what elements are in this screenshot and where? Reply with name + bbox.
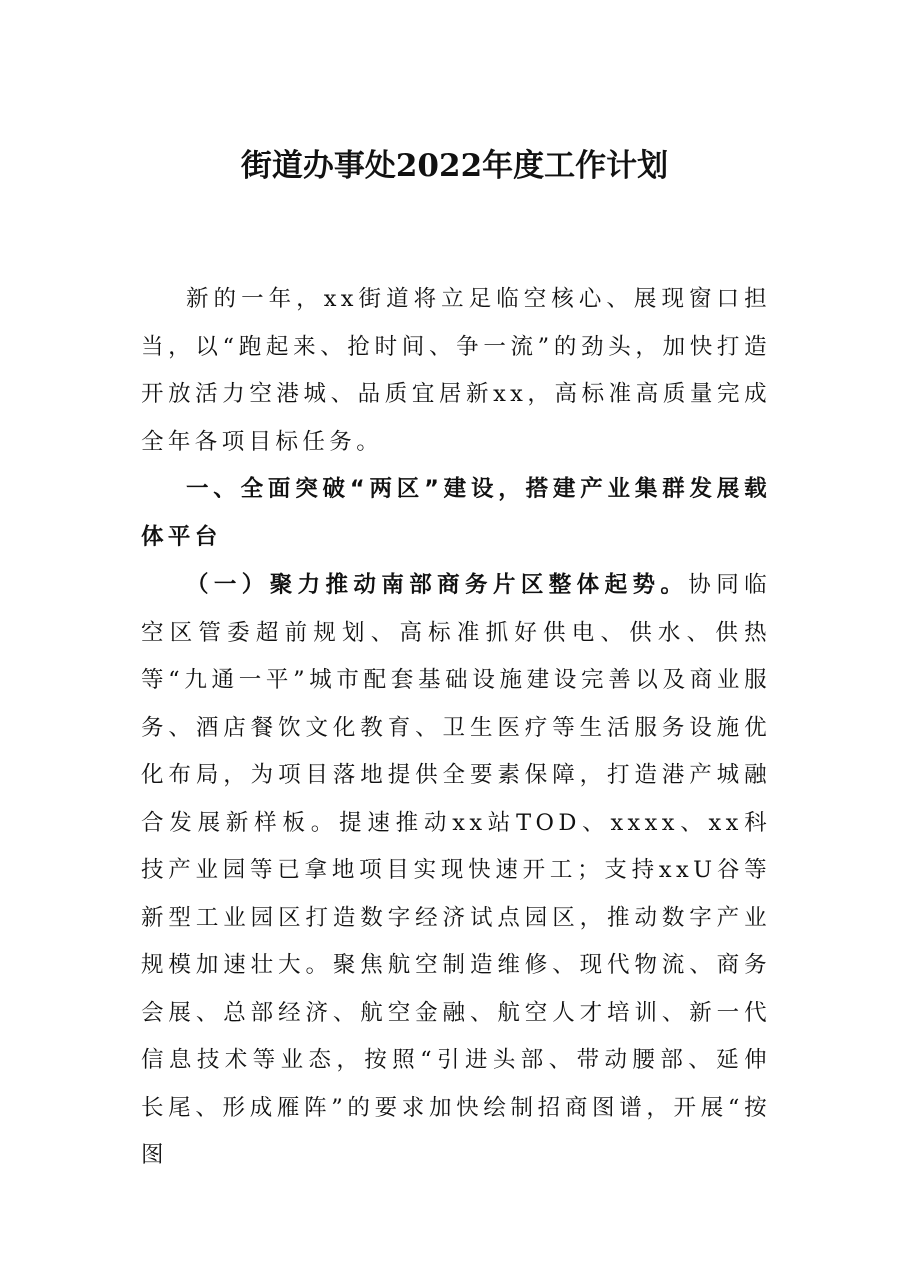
subsection-lead: （一）聚力推动南部商务片区整体起势。 <box>186 572 689 598</box>
subsection-paragraph <box>141 562 771 1180</box>
subsection-body: 协同临空区管委超前规划、高标准抓好供电、供水、供热等“九通一平”城市配套基础设施建设完善以及商业服务、酒店餐饮文化教育、卫生医疗等生活服务设施优化布局，为项目落地提供全要素保障，打造港产城融合发展新样板。提速推动xx站TOD、xxxx、xx科技产业园等已拿地项目实现快速开工；支持xxU谷等新型工业园区打造数字经济试点园区，推动数字产业规模加速壮大。聚焦航空制造维修、现代物流、商务会展、总部经济、航空金融、航空人才培训、新一代信息技术等业态，按照“引进头部、带动腰部、延伸长尾、形成雁阵”的要求加快绘制招商图谱，开展“按图 <box>141 572 772 1168</box>
document-title: 街道办事处2022年度工作计划 <box>240 148 669 184</box>
intro-paragraph: 新的一年，xx街道将立足临空核心、展现窗口担当，以“跑起来、抢时间、争一流”的劲头，加快打造开放活力空港城、品质宜居新xx，高标准高质量完成全年各项目标任务。 <box>141 286 771 455</box>
section-heading: 一、全面突破“两区”建设，搭建产业集群发展载体平台 <box>141 476 771 550</box>
